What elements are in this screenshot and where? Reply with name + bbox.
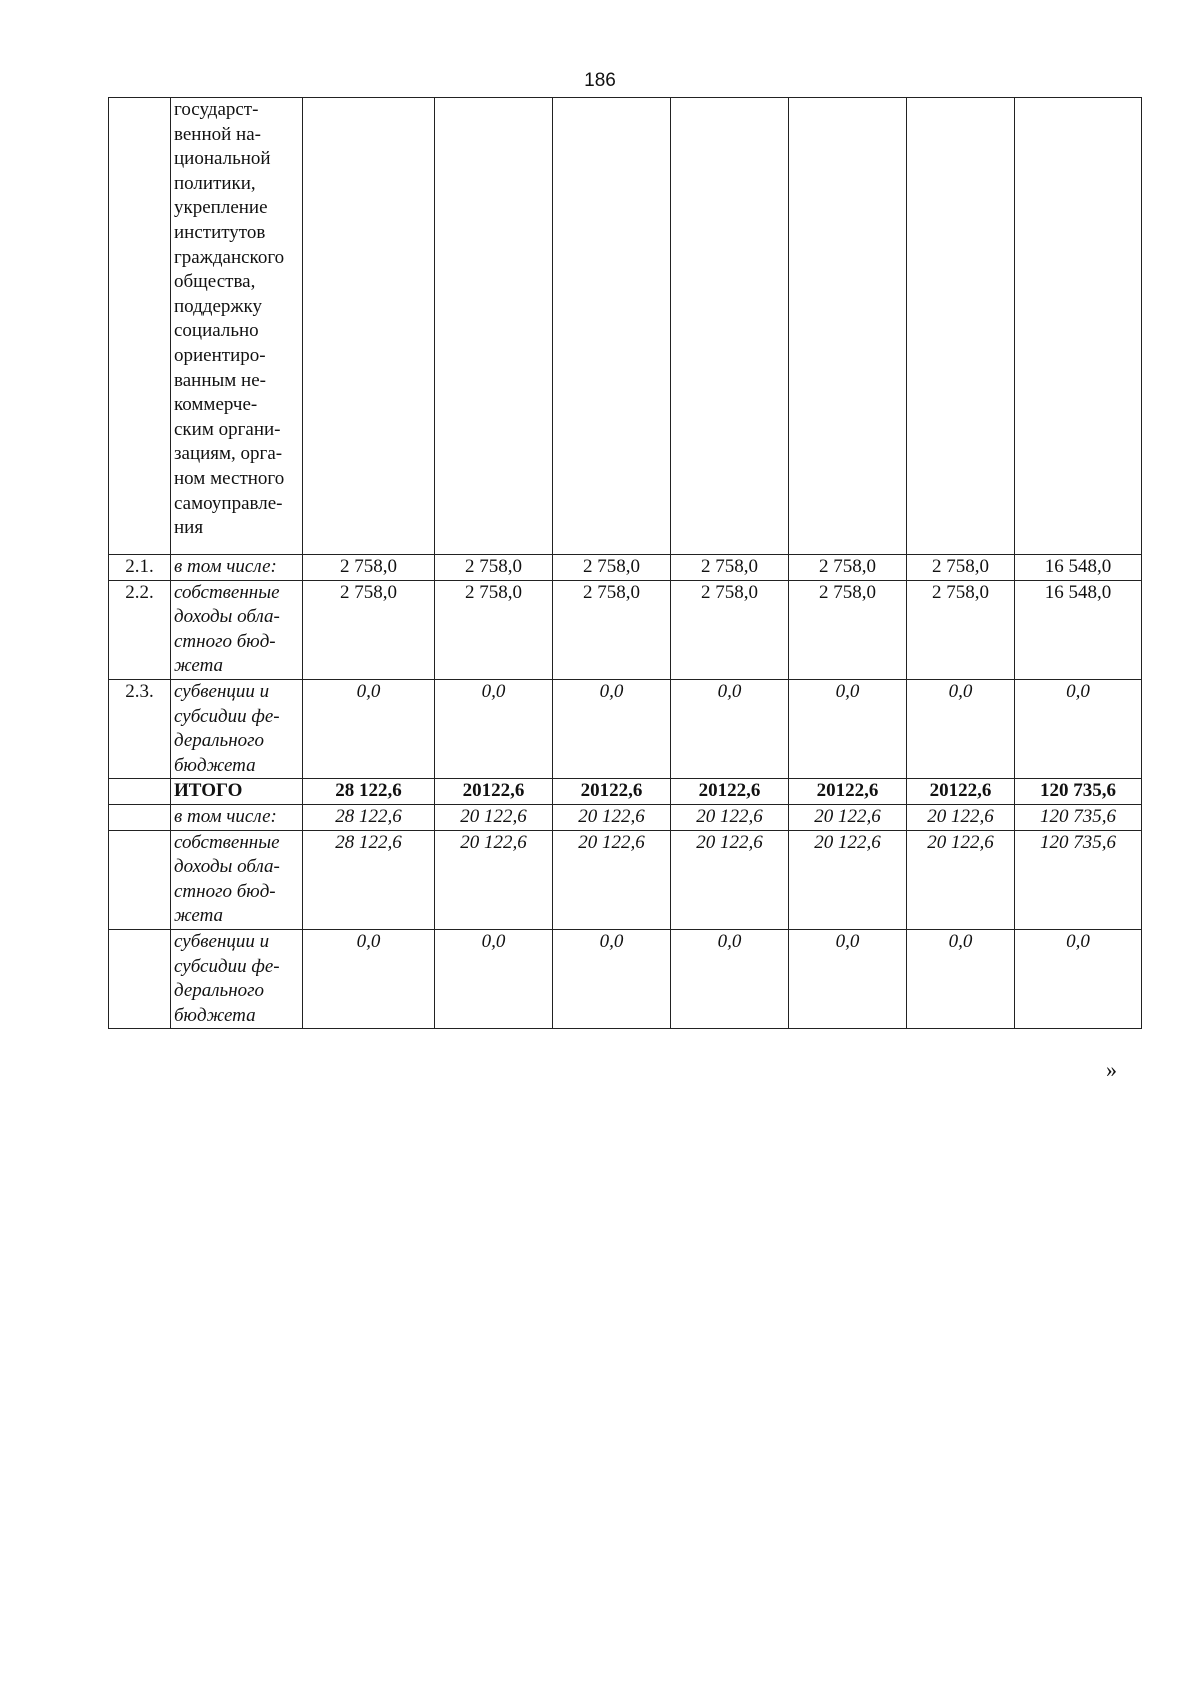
row-description [171,830,303,929]
description-line: в том числе: [174,556,277,577]
value-cell: 0,0 [789,929,907,1028]
description-line: собственные [174,831,280,853]
table-row [109,804,1142,830]
total-cell: 120 735,6 [1015,779,1142,805]
value-cell: 20 122,6 [907,830,1015,929]
row-number [109,929,171,1028]
closing-quote-mark: » [1106,1057,1117,1082]
total-cell: 16 548,0 [1015,555,1142,581]
description-line: государст- [174,99,259,120]
value-cell: 20 122,6 [435,830,553,929]
description-line: социально [174,320,259,342]
row-number [109,830,171,929]
description-line: ния [174,517,204,539]
description-line: в том числе: [174,805,277,827]
value-cell: 20122,6 [907,779,1015,805]
total-cell [1015,98,1142,555]
description-line: ским органи- [174,418,281,440]
description-line: собственные [174,581,280,603]
row-description [171,679,303,778]
description-line: ИТОГО [174,780,243,802]
table-row [109,580,1142,679]
value-cell: 0,0 [907,929,1015,1028]
value-cell: 20 122,6 [789,830,907,929]
total-cell: 16 548,0 [1015,580,1142,679]
row-number [109,98,171,555]
row-number: 2.2. [109,580,171,679]
total-cell: 0,0 [1015,679,1142,778]
value-cell: 0,0 [553,929,671,1028]
description-line: ванным не- [174,369,266,391]
value-cell: 0,0 [435,929,553,1028]
value-cell: 20122,6 [435,779,553,805]
value-cell [907,98,1015,555]
value-cell: 20 122,6 [553,830,671,929]
description-line: политики, [174,172,256,194]
table-row [109,679,1142,778]
value-cell: 2 758,0 [303,580,435,679]
description-line: субсидии фе- [174,705,280,727]
value-cell: 0,0 [303,679,435,778]
table-row [109,779,1142,805]
description-line: жета [174,905,224,927]
description-line: циональной [174,148,271,170]
description-line: жета [174,655,224,677]
description-line: самоуправле- [174,492,283,514]
value-cell: 2 758,0 [435,580,553,679]
value-cell: 2 758,0 [553,580,671,679]
description-line: коммерче- [174,394,258,416]
value-cell: 28 122,6 [303,779,435,805]
value-cell [303,98,435,555]
value-cell: 20122,6 [789,779,907,805]
row-description [171,580,303,679]
value-cell: 2 758,0 [789,580,907,679]
value-cell: 0,0 [907,679,1015,778]
value-cell: 0,0 [303,929,435,1028]
description-line: ориентиро- [174,344,266,366]
value-cell [553,98,671,555]
description-line: дерального [174,730,265,752]
row-number [109,779,171,805]
value-cell: 2 758,0 [907,555,1015,581]
description-line: субсидии фе- [174,955,280,977]
description-line: венной на- [174,123,261,145]
value-cell: 0,0 [671,679,789,778]
value-cell: 2 758,0 [789,555,907,581]
value-cell: 20122,6 [553,779,671,805]
row-description [171,929,303,1028]
description-line: ном местного [174,467,285,489]
total-cell: 120 735,6 [1015,830,1142,929]
table-row [109,830,1142,929]
table-row [109,98,1142,555]
value-cell: 20 122,6 [907,804,1015,830]
total-cell: 0,0 [1015,929,1142,1028]
value-cell: 20 122,6 [435,804,553,830]
description-line: субвенции и [174,680,270,702]
table-row [109,555,1142,581]
value-cell: 0,0 [435,679,553,778]
description-line: бюджета [174,754,256,776]
value-cell: 20 122,6 [553,804,671,830]
row-description [171,555,303,581]
value-cell: 2 758,0 [435,555,553,581]
description-line: стного бюд- [174,880,276,902]
value-cell: 28 122,6 [303,804,435,830]
description-line: гражданского [174,246,285,268]
table-body [109,98,1142,1029]
table-row [109,929,1142,1028]
total-cell: 120 735,6 [1015,804,1142,830]
description-line: субвенции и [174,930,270,952]
value-cell: 2 758,0 [907,580,1015,679]
description-line: институтов [174,221,266,243]
description-line: общества, [174,271,256,293]
row-number: 2.3. [109,679,171,778]
value-cell: 2 758,0 [671,580,789,679]
budget-table [108,97,1142,1029]
value-cell [671,98,789,555]
value-cell: 0,0 [671,929,789,1028]
row-number: 2.1. [109,555,171,581]
row-description [171,98,303,555]
description-line: доходы обла- [174,856,280,878]
value-cell: 0,0 [553,679,671,778]
description-line: доходы обла- [174,606,280,628]
value-cell: 2 758,0 [303,555,435,581]
value-cell: 20122,6 [671,779,789,805]
value-cell: 28 122,6 [303,830,435,929]
description-line: дерального [174,980,265,1002]
value-cell [789,98,907,555]
description-line: поддержку [174,295,262,317]
value-cell: 0,0 [789,679,907,778]
description-line: стного бюд- [174,630,276,652]
row-description [171,804,303,830]
page-number: 186 [584,70,616,91]
row-number [109,804,171,830]
value-cell: 20 122,6 [671,830,789,929]
value-cell: 20 122,6 [789,804,907,830]
description-line: бюджета [174,1004,256,1026]
description-line: укрепление [174,197,268,219]
value-cell: 2 758,0 [671,555,789,581]
description-line: зациям, орга- [174,443,283,465]
value-cell [435,98,553,555]
row-description [171,779,303,805]
value-cell: 20 122,6 [671,804,789,830]
value-cell: 2 758,0 [553,555,671,581]
